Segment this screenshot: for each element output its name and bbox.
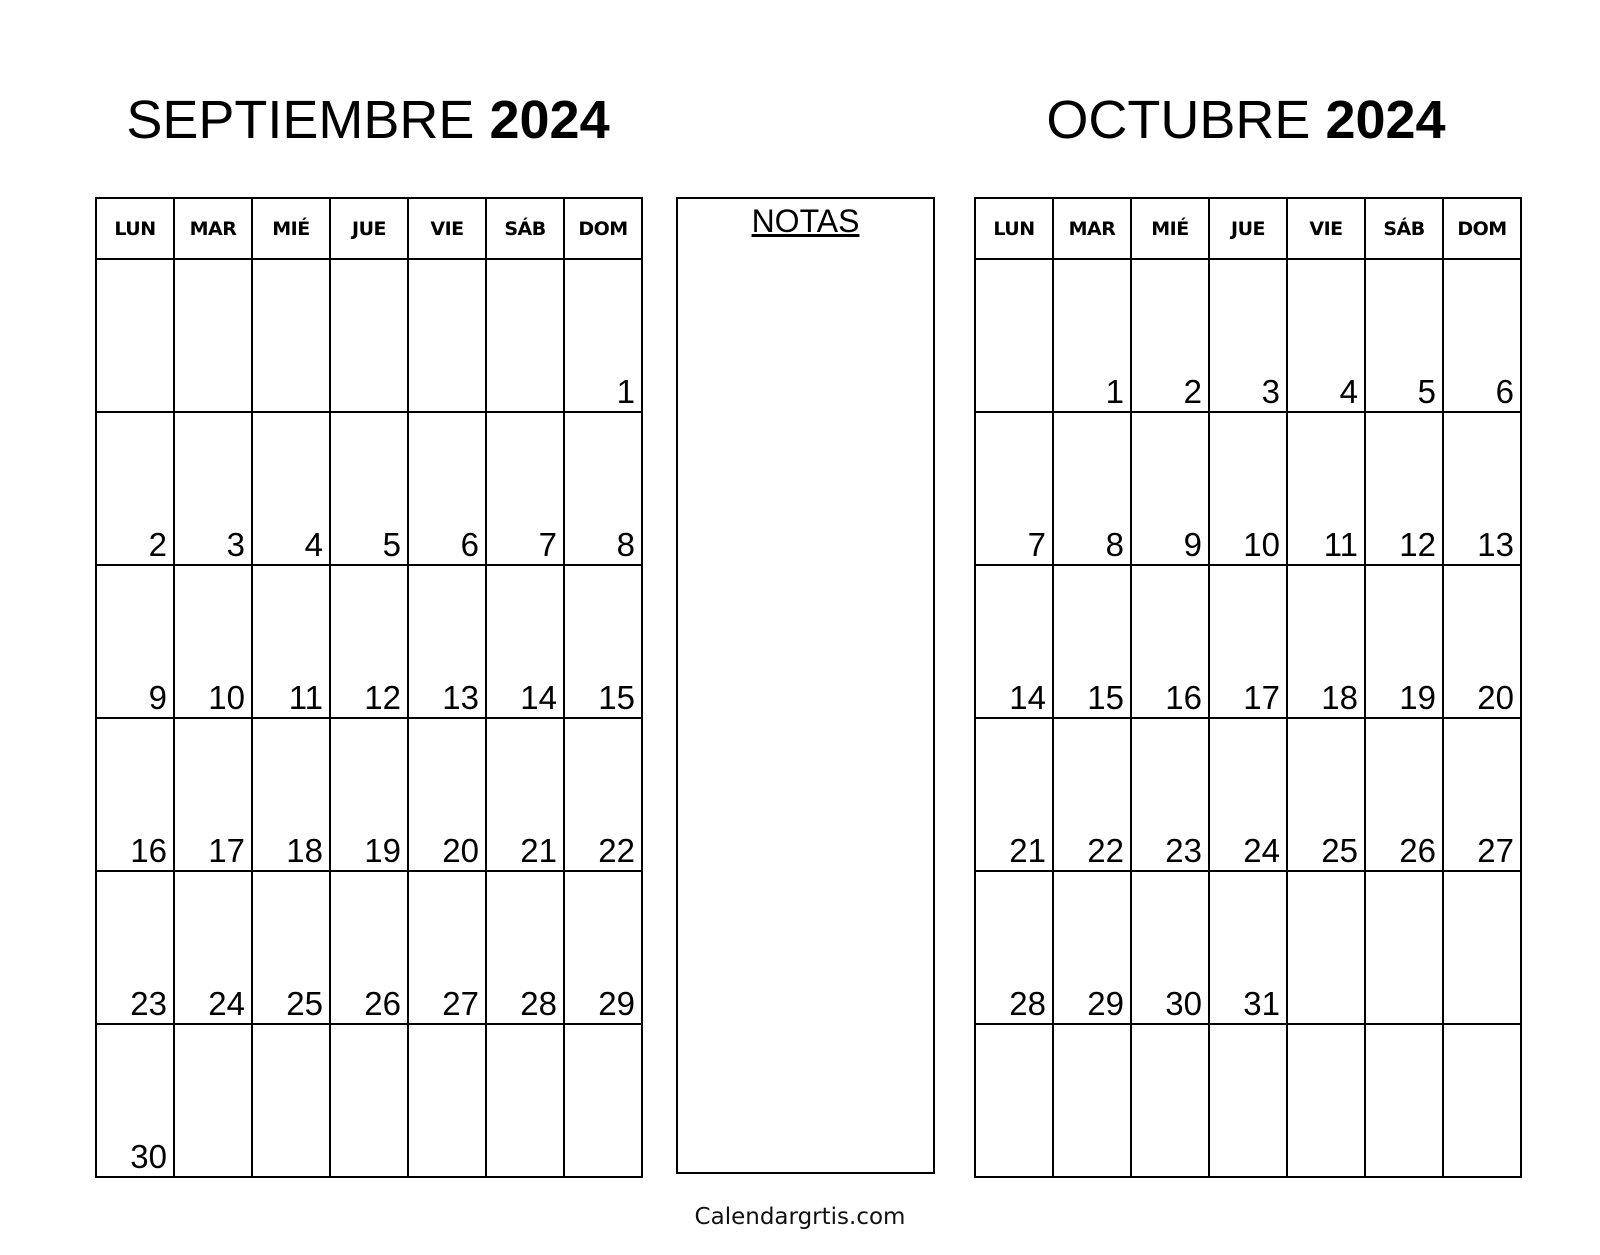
day-number: 19 [1399, 679, 1436, 716]
day-cell[interactable] [1053, 718, 1131, 871]
weekday-header: SÁB [1365, 198, 1443, 259]
day-number: 22 [1087, 832, 1124, 869]
weekday-header-row [975, 198, 1521, 259]
day-cell[interactable] [1209, 871, 1287, 1024]
week-row [96, 718, 642, 871]
month-name: OCTUBRE [1046, 90, 1311, 150]
day-cell[interactable] [1365, 412, 1443, 565]
day-number: 8 [616, 526, 635, 563]
month-year: 2024 [489, 90, 610, 150]
day-number: 4 [1339, 373, 1358, 410]
day-cell[interactable] [96, 718, 174, 871]
day-cell[interactable] [1131, 565, 1209, 718]
day-number: 6 [460, 526, 479, 563]
day-cell[interactable] [252, 412, 330, 565]
month-name: SEPTIEMBRE [126, 90, 475, 150]
day-number [1202, 1168, 1208, 1171]
weekday-header: VIE [408, 198, 486, 259]
day-cell[interactable] [96, 565, 174, 718]
day-cell[interactable] [1131, 718, 1209, 871]
day-number: 21 [520, 832, 557, 869]
calendar-grid-october [974, 197, 1522, 1178]
day-number: 3 [226, 526, 245, 563]
day-cell[interactable] [408, 871, 486, 1024]
empty-day-cell[interactable] [1053, 1024, 1131, 1177]
day-cell[interactable] [1131, 412, 1209, 565]
day-number: 20 [442, 832, 479, 869]
day-cell[interactable] [408, 412, 486, 565]
day-cell[interactable] [1053, 565, 1131, 718]
day-number [1514, 1015, 1520, 1018]
day-number: 31 [1243, 985, 1280, 1022]
day-number: 29 [1087, 985, 1124, 1022]
empty-day-cell[interactable] [1443, 1024, 1521, 1177]
week-row [96, 1024, 642, 1177]
day-number: 15 [598, 679, 635, 716]
week-row [975, 565, 1521, 718]
calendar-grid-september [95, 197, 643, 1178]
day-cell[interactable] [1443, 412, 1521, 565]
day-cell[interactable] [1443, 259, 1521, 412]
day-cell[interactable] [1209, 412, 1287, 565]
day-number: 7 [538, 526, 557, 563]
empty-day-cell[interactable] [975, 1024, 1053, 1177]
day-cell[interactable] [96, 412, 174, 565]
empty-day-cell[interactable] [1209, 1024, 1287, 1177]
day-number: 1 [616, 373, 635, 410]
empty-day-cell[interactable] [252, 1024, 330, 1177]
day-number: 24 [208, 985, 245, 1022]
weekday-header: DOM [564, 198, 642, 259]
day-number [635, 1168, 641, 1171]
day-number: 17 [1243, 679, 1280, 716]
day-cell[interactable] [1287, 259, 1365, 412]
weekday-header: JUE [1209, 198, 1287, 259]
day-number: 11 [288, 679, 323, 716]
day-number: 27 [442, 985, 479, 1022]
day-cell[interactable] [174, 412, 252, 565]
day-number: 12 [364, 679, 401, 716]
day-cell[interactable] [486, 565, 564, 718]
week-row [96, 259, 642, 412]
day-number [1046, 1168, 1052, 1171]
weekday-header: MIÉ [252, 198, 330, 259]
day-number [557, 1168, 563, 1171]
day-number: 5 [1417, 373, 1436, 410]
day-number: 5 [382, 526, 401, 563]
day-cell[interactable] [330, 718, 408, 871]
day-number [167, 403, 173, 406]
day-cell[interactable] [1287, 412, 1365, 565]
day-number: 18 [1321, 679, 1358, 716]
day-number: 14 [520, 679, 557, 716]
day-number: 2 [1183, 373, 1202, 410]
day-cell[interactable] [330, 412, 408, 565]
day-cell[interactable] [975, 412, 1053, 565]
day-cell[interactable] [330, 871, 408, 1024]
day-cell[interactable] [174, 718, 252, 871]
day-number: 17 [208, 832, 245, 869]
day-number [323, 1168, 329, 1171]
day-cell[interactable] [1053, 412, 1131, 565]
day-cell[interactable] [1209, 565, 1287, 718]
day-cell[interactable] [96, 871, 174, 1024]
day-number: 8 [1105, 526, 1124, 563]
day-number: 20 [1477, 679, 1514, 716]
day-number: 9 [1183, 526, 1202, 563]
day-cell[interactable] [975, 565, 1053, 718]
day-number: 12 [1399, 526, 1436, 563]
weekday-header: SÁB [486, 198, 564, 259]
day-cell[interactable] [174, 565, 252, 718]
day-number: 23 [130, 985, 167, 1022]
day-cell[interactable] [408, 718, 486, 871]
weekday-header: MIÉ [1131, 198, 1209, 259]
day-number: 7 [1027, 526, 1046, 563]
day-cell[interactable] [1131, 871, 1209, 1024]
day-number [1124, 1168, 1130, 1171]
day-cell[interactable] [252, 718, 330, 871]
empty-day-cell[interactable] [174, 259, 252, 412]
day-cell[interactable] [96, 1024, 174, 1177]
day-cell[interactable] [1053, 259, 1131, 412]
day-cell[interactable] [1287, 565, 1365, 718]
day-number [479, 1168, 485, 1171]
day-number [1514, 1168, 1520, 1171]
day-number: 26 [364, 985, 401, 1022]
day-cell[interactable] [1365, 718, 1443, 871]
day-number [479, 403, 485, 406]
day-number: 28 [520, 985, 557, 1022]
day-number [1046, 403, 1052, 406]
week-row [96, 412, 642, 565]
day-cell[interactable] [975, 871, 1053, 1024]
day-number: 13 [442, 679, 479, 716]
day-cell[interactable] [564, 871, 642, 1024]
weekday-header: DOM [1443, 198, 1521, 259]
day-cell[interactable] [1287, 718, 1365, 871]
day-number [245, 1168, 251, 1171]
day-cell[interactable] [330, 565, 408, 718]
day-number: 16 [130, 832, 167, 869]
day-number: 18 [286, 832, 323, 869]
empty-day-cell[interactable] [330, 259, 408, 412]
day-number [1358, 1015, 1364, 1018]
empty-day-cell[interactable] [1287, 871, 1365, 1024]
day-cell[interactable] [1443, 718, 1521, 871]
weekday-header: LUN [96, 198, 174, 259]
day-number [323, 403, 329, 406]
day-number: 22 [598, 832, 635, 869]
day-cell[interactable] [1365, 565, 1443, 718]
day-number: 27 [1477, 832, 1514, 869]
month-year: 2024 [1325, 90, 1446, 150]
day-number: 25 [1321, 832, 1358, 869]
empty-day-cell[interactable] [408, 1024, 486, 1177]
week-row [975, 1024, 1521, 1177]
day-number: 21 [1009, 832, 1046, 869]
weekday-header: LUN [975, 198, 1053, 259]
day-number [245, 403, 251, 406]
day-cell[interactable] [1053, 871, 1131, 1024]
day-cell[interactable] [564, 565, 642, 718]
day-cell[interactable] [1443, 565, 1521, 718]
day-number: 26 [1399, 832, 1436, 869]
weekday-header-row [96, 198, 642, 259]
day-number [1358, 1168, 1364, 1171]
day-cell[interactable] [486, 871, 564, 1024]
day-number: 15 [1087, 679, 1124, 716]
week-row [975, 871, 1521, 1024]
empty-day-cell[interactable] [96, 259, 174, 412]
empty-day-cell[interactable] [486, 259, 564, 412]
day-number: 19 [364, 832, 401, 869]
empty-day-cell[interactable] [252, 259, 330, 412]
empty-day-cell[interactable] [1287, 1024, 1365, 1177]
day-cell[interactable] [1131, 259, 1209, 412]
day-number: 11 [1323, 526, 1358, 563]
day-number [1436, 1015, 1442, 1018]
empty-day-cell[interactable] [1443, 871, 1521, 1024]
day-number: 6 [1495, 373, 1514, 410]
weekday-header: MAR [1053, 198, 1131, 259]
day-number: 10 [208, 679, 245, 716]
day-number: 30 [1165, 985, 1202, 1022]
day-cell[interactable] [564, 259, 642, 412]
empty-day-cell[interactable] [174, 1024, 252, 1177]
day-cell[interactable] [1209, 718, 1287, 871]
day-number: 23 [1165, 832, 1202, 869]
week-row [975, 412, 1521, 565]
empty-day-cell[interactable] [1365, 1024, 1443, 1177]
day-number: 13 [1477, 526, 1514, 563]
weekday-header: JUE [330, 198, 408, 259]
footer-site-label: Calendargrtis.com [694, 1204, 906, 1230]
day-number: 3 [1261, 373, 1280, 410]
day-cell[interactable] [174, 871, 252, 1024]
day-number [1436, 1168, 1442, 1171]
empty-day-cell[interactable] [564, 1024, 642, 1177]
day-number: 10 [1243, 526, 1280, 563]
empty-day-cell[interactable] [1131, 1024, 1209, 1177]
day-number: 14 [1009, 679, 1046, 716]
empty-day-cell[interactable] [408, 259, 486, 412]
day-number [401, 403, 407, 406]
day-cell[interactable] [486, 718, 564, 871]
day-number: 30 [130, 1138, 167, 1175]
empty-day-cell[interactable] [486, 1024, 564, 1177]
week-row [975, 259, 1521, 412]
week-row [96, 871, 642, 1024]
weekday-header: MAR [174, 198, 252, 259]
notes-title: NOTAS [751, 203, 860, 239]
day-number [401, 1168, 407, 1171]
day-cell[interactable] [252, 871, 330, 1024]
day-number: 1 [1105, 373, 1124, 410]
day-cell[interactable] [975, 718, 1053, 871]
weekday-header: VIE [1287, 198, 1365, 259]
day-number: 2 [148, 526, 167, 563]
day-number: 16 [1165, 679, 1202, 716]
day-number: 29 [598, 985, 635, 1022]
day-cell[interactable] [252, 565, 330, 718]
day-number: 4 [304, 526, 323, 563]
day-number: 28 [1009, 985, 1046, 1022]
day-cell[interactable] [486, 412, 564, 565]
day-cell[interactable] [1365, 259, 1443, 412]
day-cell[interactable] [564, 412, 642, 565]
week-row [96, 565, 642, 718]
day-cell[interactable] [408, 565, 486, 718]
day-number: 25 [286, 985, 323, 1022]
day-number [557, 403, 563, 406]
empty-day-cell[interactable] [330, 1024, 408, 1177]
day-cell[interactable] [1209, 259, 1287, 412]
month-title-october [966, 88, 1526, 152]
day-cell[interactable] [564, 718, 642, 871]
week-row [975, 718, 1521, 871]
notes-panel[interactable] [676, 197, 935, 1174]
day-number: 9 [148, 679, 167, 716]
empty-day-cell[interactable] [1365, 871, 1443, 1024]
month-title-september [88, 88, 648, 152]
empty-day-cell[interactable] [975, 259, 1053, 412]
day-number [1280, 1168, 1286, 1171]
day-number: 24 [1243, 832, 1280, 869]
